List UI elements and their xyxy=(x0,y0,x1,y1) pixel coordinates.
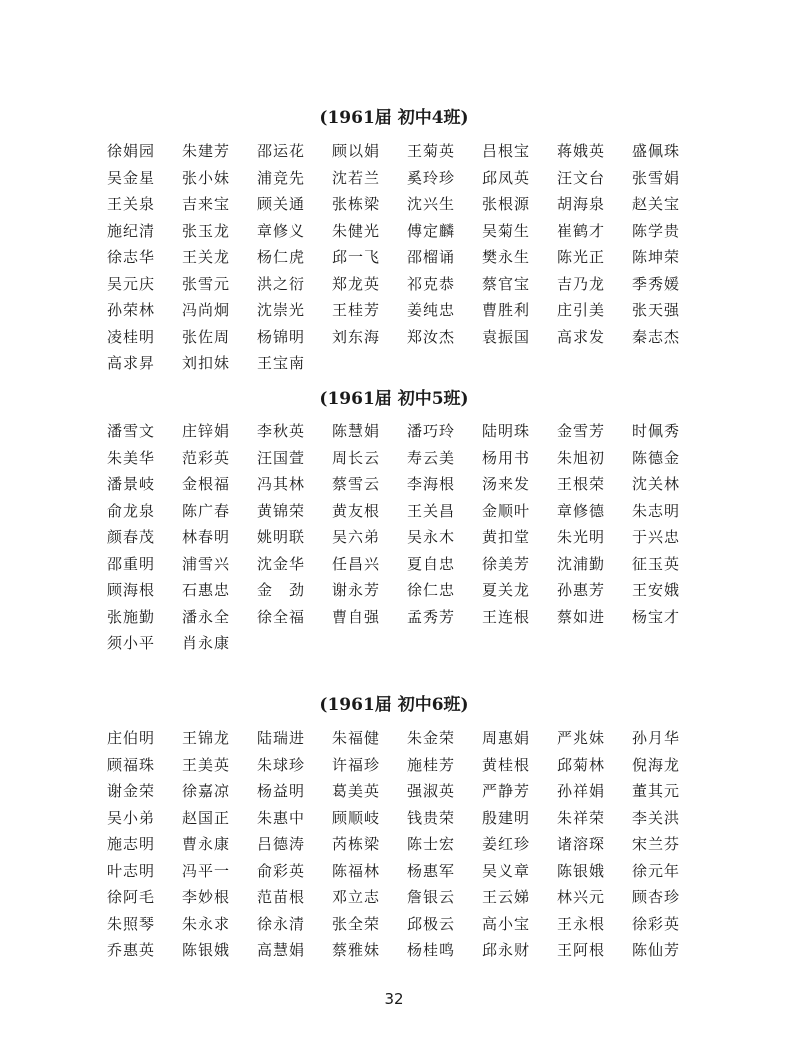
student-name: 朱祥荣 xyxy=(557,808,606,827)
student-name: 陆明珠 xyxy=(482,422,531,440)
student-name: 范苗根 xyxy=(257,888,306,906)
student-name: 钱贵荣 xyxy=(407,808,456,827)
student-name: 浦雪兴 xyxy=(182,554,231,573)
section-title-class-4: (1961届 初中4班) xyxy=(319,108,469,128)
student-name: 蔡雪云 xyxy=(332,475,381,493)
student-name: 张施勤 xyxy=(107,607,156,626)
student-name: 赵关宝 xyxy=(632,195,681,213)
student-name: 姚明联 xyxy=(257,528,306,546)
student-name: 盛佩珠 xyxy=(632,142,681,160)
name-row xyxy=(107,471,707,498)
section-title-class-5: (1961届 初中5班) xyxy=(319,389,469,409)
student-name: 施纪清 xyxy=(107,221,156,240)
student-name: 夏自忠 xyxy=(407,554,456,573)
name-row xyxy=(107,445,707,472)
student-name: 章修德 xyxy=(557,501,606,520)
student-name: 叶志明 xyxy=(107,861,156,880)
student-name: 顾海根 xyxy=(107,581,156,599)
name-row xyxy=(107,858,707,885)
student-name: 王菊英 xyxy=(407,142,456,160)
student-name: 王关泉 xyxy=(107,195,156,213)
student-name: 陈光正 xyxy=(557,248,606,266)
name-row xyxy=(107,884,707,911)
student-name: 李海根 xyxy=(407,475,456,493)
student-name: 徐美芳 xyxy=(482,554,531,573)
student-name: 吴菊生 xyxy=(482,221,531,240)
student-name: 颜春茂 xyxy=(107,528,156,546)
student-name: 朱建芳 xyxy=(182,142,231,160)
student-name: 冯尚炯 xyxy=(182,301,231,319)
student-name: 庄锌娟 xyxy=(182,422,231,440)
student-name: 孟秀芳 xyxy=(407,607,456,626)
student-name: 沈关林 xyxy=(632,475,681,493)
student-name: 季秀媛 xyxy=(632,274,681,293)
student-name: 陆瑞进 xyxy=(257,729,306,747)
student-name: 高小宝 xyxy=(482,914,531,933)
student-name: 邓立志 xyxy=(332,888,381,906)
name-row xyxy=(107,138,707,165)
student-name: 徐阿毛 xyxy=(107,888,156,906)
student-name: 邵运花 xyxy=(257,142,306,160)
student-name: 吉来宝 xyxy=(182,195,231,213)
student-name: 潘永全 xyxy=(182,607,231,626)
student-name: 王关龙 xyxy=(182,248,231,266)
student-name: 朱照琴 xyxy=(107,914,156,933)
student-name: 于兴忠 xyxy=(632,528,681,546)
student-name: 姜纯忠 xyxy=(407,301,456,319)
student-name: 吴小弟 xyxy=(107,808,156,827)
student-name: 石惠忠 xyxy=(182,581,231,599)
student-name: 王关昌 xyxy=(407,501,456,520)
student-name: 朱美华 xyxy=(107,448,156,467)
name-list-class-4 xyxy=(107,138,707,377)
student-name: 庄引美 xyxy=(557,301,606,319)
name-row xyxy=(107,604,707,631)
student-name: 林春明 xyxy=(182,528,231,546)
student-name: 傅定麟 xyxy=(407,221,456,240)
name-row xyxy=(107,778,707,805)
student-name: 郑汝杰 xyxy=(407,327,456,346)
name-row xyxy=(107,350,707,377)
student-name: 陈慧娟 xyxy=(332,422,381,440)
student-name: 杨用书 xyxy=(482,448,531,467)
student-name: 黄锦荣 xyxy=(257,501,306,520)
student-name: 杨惠军 xyxy=(407,861,456,880)
student-name: 张雪元 xyxy=(182,274,231,293)
student-name: 寿云美 xyxy=(407,448,456,467)
name-row xyxy=(107,297,707,324)
student-name: 潘雪文 xyxy=(107,422,156,440)
student-name: 邱凤英 xyxy=(482,168,531,187)
student-name: 吴金星 xyxy=(107,168,156,187)
student-name: 邱一飞 xyxy=(332,248,381,266)
student-name: 王美英 xyxy=(182,755,231,774)
student-name: 杨仁虎 xyxy=(257,248,306,266)
name-row xyxy=(107,752,707,779)
student-name: 朱健光 xyxy=(332,221,381,240)
student-name: 曹胜利 xyxy=(482,301,531,319)
student-name: 张玉龙 xyxy=(182,221,231,240)
student-name: 汪国萱 xyxy=(257,448,306,467)
student-name: 肖永康 xyxy=(182,634,231,652)
student-name: 祁克恭 xyxy=(407,274,456,293)
student-name: 王安娥 xyxy=(632,581,681,599)
student-name: 陈福林 xyxy=(332,861,381,880)
student-name: 王根荣 xyxy=(557,475,606,493)
student-name: 李妙根 xyxy=(182,888,231,906)
student-name: 孙荣林 xyxy=(107,301,156,319)
student-name: 顾顺岐 xyxy=(332,808,381,827)
student-name: 许福珍 xyxy=(332,755,381,774)
student-name: 徐仁忠 xyxy=(407,581,456,599)
student-name: 章修义 xyxy=(257,221,306,240)
student-name: 朱惠中 xyxy=(257,808,306,827)
student-name: 顾关通 xyxy=(257,195,306,213)
student-name: 蔡官宝 xyxy=(482,274,531,293)
student-name: 金 劲 xyxy=(257,581,306,599)
student-name: 夏关龙 xyxy=(482,581,531,599)
student-name: 蒋娥英 xyxy=(557,142,606,160)
student-name: 高求发 xyxy=(557,327,606,346)
student-name: 朱福健 xyxy=(332,729,381,747)
student-name: 诸溶琛 xyxy=(557,835,606,853)
student-name: 芮栋梁 xyxy=(332,835,381,853)
student-name: 黄友根 xyxy=(332,501,381,520)
section-title-class-6: (1961届 初中6班) xyxy=(319,695,469,715)
name-row xyxy=(107,551,707,578)
name-row xyxy=(107,218,707,245)
student-name: 葛美英 xyxy=(332,782,381,800)
student-name: 浦竞先 xyxy=(257,168,306,187)
student-name: 金根福 xyxy=(182,475,231,493)
student-name: 邵重明 xyxy=(107,554,156,573)
student-name: 宋兰芬 xyxy=(632,835,681,853)
name-row xyxy=(107,271,707,298)
name-row xyxy=(107,165,707,192)
student-name: 詹银云 xyxy=(407,888,456,906)
student-name: 陈广春 xyxy=(182,501,231,520)
student-name: 邱永财 xyxy=(482,941,531,959)
student-name: 孙祥娟 xyxy=(557,782,606,800)
student-name: 吴六弟 xyxy=(332,528,381,546)
name-row xyxy=(107,911,707,938)
student-name: 陈学贵 xyxy=(632,221,681,240)
student-name: 吕德涛 xyxy=(257,835,306,853)
student-name: 徐志华 xyxy=(107,248,156,266)
student-name: 杨锦明 xyxy=(257,327,306,346)
student-name: 潘景岐 xyxy=(107,475,156,493)
name-row xyxy=(107,805,707,832)
student-name: 冯平一 xyxy=(182,861,231,880)
student-name: 赵国正 xyxy=(182,808,231,827)
student-name: 王宝南 xyxy=(257,354,306,372)
student-name: 黄扣堂 xyxy=(482,528,531,546)
student-name: 邱菊林 xyxy=(557,755,606,774)
student-name: 金雪芳 xyxy=(557,422,606,440)
student-name: 陈坤荣 xyxy=(632,248,681,266)
student-name: 徐永清 xyxy=(257,914,306,933)
student-name: 王永根 xyxy=(557,914,606,933)
student-name: 倪海龙 xyxy=(632,755,681,774)
name-row xyxy=(107,244,707,271)
student-name: 张小妹 xyxy=(182,168,231,187)
student-name: 周长云 xyxy=(332,448,381,467)
name-row xyxy=(107,324,707,351)
student-name: 邱极云 xyxy=(407,914,456,933)
student-name: 徐嘉凉 xyxy=(182,782,231,800)
student-name: 李秋英 xyxy=(257,422,306,440)
student-name: 张栋梁 xyxy=(332,195,381,213)
student-name: 俞龙泉 xyxy=(107,501,156,520)
student-name: 周惠娟 xyxy=(482,729,531,747)
student-name: 吴义章 xyxy=(482,861,531,880)
student-name: 秦志杰 xyxy=(632,327,681,346)
student-name: 王云娣 xyxy=(482,888,531,906)
student-name: 潘巧玲 xyxy=(407,422,456,440)
student-name: 顾杏珍 xyxy=(632,888,681,906)
student-name: 朱旭初 xyxy=(557,448,606,467)
student-name: 陈仙芳 xyxy=(632,941,681,959)
student-name: 沈若兰 xyxy=(332,168,381,187)
student-name: 范彩英 xyxy=(182,448,231,467)
student-name: 朱永求 xyxy=(182,914,231,933)
student-name: 杨益明 xyxy=(257,782,306,800)
student-name: 张佐周 xyxy=(182,327,231,346)
student-name: 征玉英 xyxy=(632,554,681,573)
student-name: 须小平 xyxy=(107,634,156,652)
student-name: 徐娟园 xyxy=(107,142,156,160)
student-name: 张天强 xyxy=(632,301,681,319)
student-name: 陈德金 xyxy=(632,448,681,467)
student-name: 蔡如进 xyxy=(557,607,606,626)
student-name: 王桂芳 xyxy=(332,301,381,319)
student-name: 朱志明 xyxy=(632,501,681,520)
student-name: 朱球珍 xyxy=(257,755,306,774)
student-name: 汪文台 xyxy=(557,168,606,187)
student-name: 冯其林 xyxy=(257,475,306,493)
student-name: 邵榴诵 xyxy=(407,248,456,266)
student-name: 沈兴生 xyxy=(407,195,456,213)
student-name: 袁振国 xyxy=(482,327,531,346)
student-name: 吕根宝 xyxy=(482,142,531,160)
student-name: 任昌兴 xyxy=(332,554,381,573)
student-name: 洪之衍 xyxy=(257,274,306,293)
student-name: 高慧娟 xyxy=(257,941,306,959)
page-number: 32 xyxy=(384,990,404,1008)
student-name: 郑龙英 xyxy=(332,274,381,293)
student-name: 高求昇 xyxy=(107,354,156,372)
student-name: 樊永生 xyxy=(482,248,531,266)
student-name: 张雪娟 xyxy=(632,168,681,187)
student-name: 王阿根 xyxy=(557,941,606,959)
student-name: 施志明 xyxy=(107,835,156,853)
name-row xyxy=(107,831,707,858)
student-name: 时佩秀 xyxy=(632,422,681,440)
student-name: 徐元年 xyxy=(632,861,681,880)
student-name: 金顺叶 xyxy=(482,501,531,520)
student-name: 徐彩英 xyxy=(632,914,681,933)
student-name: 蔡雅妹 xyxy=(332,941,381,959)
name-row xyxy=(107,418,707,445)
student-name: 陈士宏 xyxy=(407,835,456,853)
name-list-class-6 xyxy=(107,725,707,964)
name-row xyxy=(107,191,707,218)
student-name: 殷建明 xyxy=(482,808,531,827)
student-name: 汤来发 xyxy=(482,475,531,493)
student-name: 沈金华 xyxy=(257,554,306,573)
student-name: 徐全福 xyxy=(257,607,306,626)
student-name: 张根源 xyxy=(482,195,531,213)
student-name: 严兆妹 xyxy=(557,729,606,747)
student-name: 吴永木 xyxy=(407,528,456,546)
student-name: 陈银娥 xyxy=(182,941,231,959)
student-name: 沈浦勤 xyxy=(557,554,606,573)
student-name: 孙惠芳 xyxy=(557,581,606,599)
student-name: 林兴元 xyxy=(557,888,606,906)
student-name: 张全荣 xyxy=(332,914,381,933)
student-name: 庄伯明 xyxy=(107,729,156,747)
student-name: 崔鹤才 xyxy=(557,221,606,240)
name-row xyxy=(107,577,707,604)
student-name: 王锦龙 xyxy=(182,729,231,747)
student-name: 曹永康 xyxy=(182,835,231,853)
student-name: 谢永芳 xyxy=(332,581,381,599)
student-name: 朱金荣 xyxy=(407,729,456,747)
name-row xyxy=(107,524,707,551)
student-name: 杨桂鸣 xyxy=(407,941,456,959)
student-name: 孙月华 xyxy=(632,729,681,747)
student-name: 凌桂明 xyxy=(107,327,156,346)
student-name: 姜红珍 xyxy=(482,835,531,853)
student-name: 董其元 xyxy=(632,782,681,800)
name-row xyxy=(107,725,707,752)
student-name: 胡海泉 xyxy=(557,195,606,213)
student-name: 奚玲珍 xyxy=(407,168,456,187)
name-row xyxy=(107,498,707,525)
student-name: 严静芳 xyxy=(482,782,531,800)
student-name: 顾福珠 xyxy=(107,755,156,774)
student-name: 强淑英 xyxy=(407,782,456,800)
student-name: 谢金荣 xyxy=(107,782,156,800)
student-name: 王连根 xyxy=(482,607,531,626)
student-name: 沈崇光 xyxy=(257,301,306,319)
student-name: 乔惠英 xyxy=(107,941,156,959)
student-name: 俞彩英 xyxy=(257,861,306,880)
student-name: 吉乃龙 xyxy=(557,274,606,293)
student-name: 李关洪 xyxy=(632,808,681,827)
name-list-class-5 xyxy=(107,418,707,657)
name-row xyxy=(107,937,707,964)
student-name: 施桂芳 xyxy=(407,755,456,774)
name-row xyxy=(107,630,707,657)
student-name: 吴元庆 xyxy=(107,274,156,293)
student-name: 曹自强 xyxy=(332,607,381,626)
student-name: 陈银娥 xyxy=(557,861,606,880)
student-name: 刘东海 xyxy=(332,327,381,346)
student-name: 杨宝才 xyxy=(632,607,681,626)
student-name: 顾以娟 xyxy=(332,142,381,160)
student-name: 朱光明 xyxy=(557,528,606,546)
student-name: 刘扣妹 xyxy=(182,354,231,372)
student-name: 黄桂根 xyxy=(482,755,531,774)
